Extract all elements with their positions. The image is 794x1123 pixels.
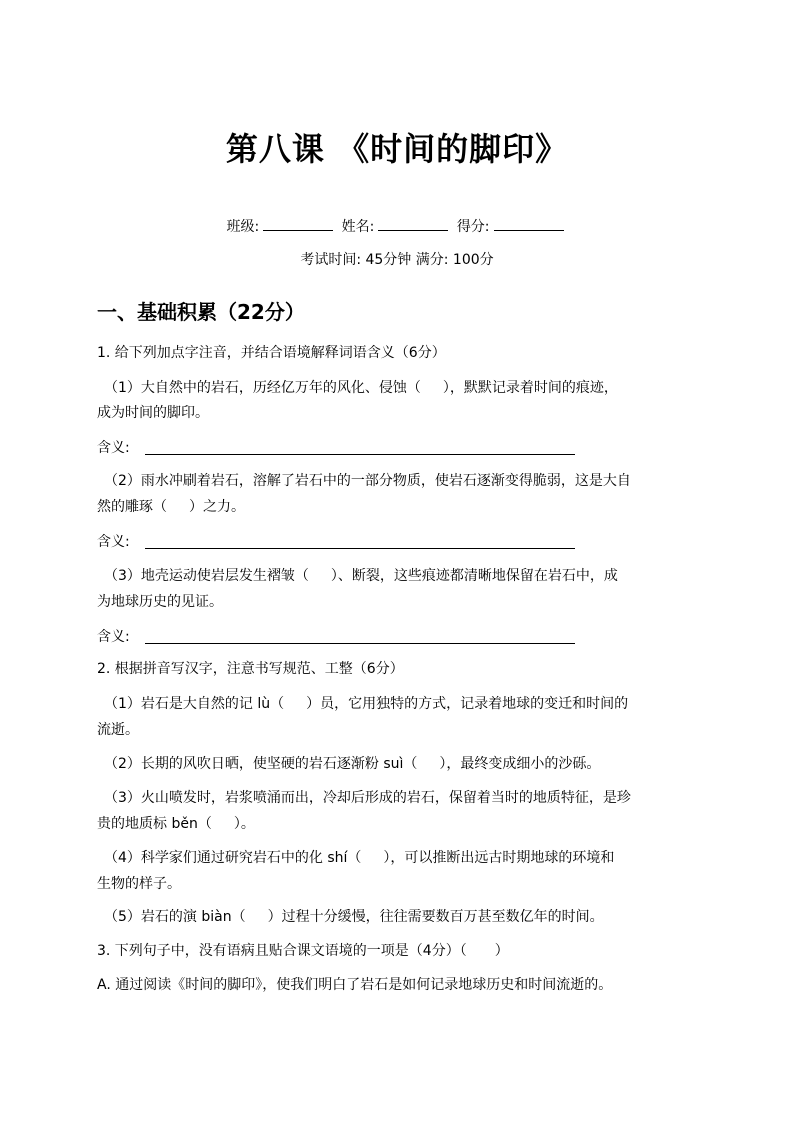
score-blank[interactable]	[494, 218, 564, 231]
exam-info: 考试时间: 45分钟 满分: 100分	[300, 252, 494, 268]
q3-prompt: 3. 下列句子中，没有语病且贴合课文语境的一项是（4分）（ ）	[97, 943, 509, 959]
class-label: 班级:	[226, 219, 260, 235]
q1-item1-meaning-blank[interactable]	[145, 454, 575, 455]
q3-option-a: A. 通过阅读《时间的脚印》，使我们明白了岩石是如何记录地球历史和时间流逝的。	[97, 977, 613, 993]
q1-item2-meaning-label: 含义:	[97, 534, 130, 550]
q1-item3-meaning-label: 含义:	[97, 629, 130, 645]
score-label: 得分:	[456, 219, 490, 235]
page-title: 第八课 《时间的脚印》	[225, 130, 569, 168]
q1-item1-meaning-label: 含义:	[97, 440, 130, 456]
q1-item1-line1: （1）大自然中的岩石，历经亿万年的风化、侵蚀（ ），默默记录着时间的痕迹，	[104, 380, 618, 396]
q1-item2-line1: （2）雨水冲刷着岩石，溶解了岩石中的一部分物质，使岩石逐渐变得脆弱，这是大自	[104, 473, 631, 489]
q1-item3-line1: （3）地壳运动使岩层发生褶皱（ ）、断裂，这些痕迹都清晰地保留在岩石中，成	[104, 568, 618, 584]
q1-item2-meaning-blank[interactable]	[145, 548, 575, 549]
q2-item4-line1: （4）科学家们通过研究岩石中的化 shí（ ），可以推断出远古时期地球的环境和	[104, 850, 615, 866]
q1-item2-line2: 然的雕琢（ ）之力。	[97, 499, 245, 515]
name-label: 姓名:	[341, 219, 375, 235]
q1-item3-meaning-blank[interactable]	[145, 643, 575, 644]
q1-item3-line2: 为地球历史的见证。	[97, 594, 223, 610]
q2-item1-line1: （1）岩石是大自然的记 lù（ ）员，它用独特的方式，记录着地球的变迁和时间的	[104, 696, 629, 712]
name-blank[interactable]	[378, 218, 448, 231]
q1-prompt: 1. 给下列加点字注音，并结合语境解释词语含义（6分）	[97, 345, 446, 361]
student-info-row	[0, 216, 794, 236]
q2-item4-line2: 生物的样子。	[97, 876, 181, 892]
section-heading: 一、基础积累（22分）	[97, 300, 305, 324]
class-blank[interactable]	[263, 218, 333, 231]
q2-item1-line2: 流逝。	[97, 722, 139, 738]
q1-item1-line2: 成为时间的脚印。	[97, 405, 209, 421]
q2-item2-line1: （2）长期的风吹日晒，使坚硬的岩石逐渐粉 suì（ ），最终变成细小的沙砾。	[104, 756, 601, 772]
q2-item3-line1: （3）火山喷发时，岩浆喷涌而出，冷却后形成的岩石，保留着当时的地质特征，是珍	[104, 790, 631, 806]
q2-prompt: 2. 根据拼音写汉字，注意书写规范、工整（6分）	[97, 661, 404, 677]
q2-item3-line2: 贵的地质标 běn（ ）。	[97, 816, 255, 832]
q2-item5-line1: （5）岩石的演 biàn（ ）过程十分缓慢，往往需要数百万甚至数亿年的时间。	[104, 909, 604, 925]
